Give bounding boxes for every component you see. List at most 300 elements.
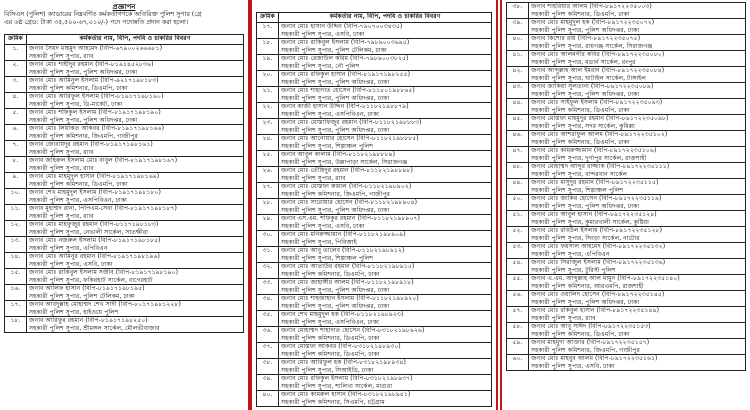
officer-posting: সহকারী পুলিশ সুপার, পুলিশ অধিদপ্তর, ঢাকা: [531, 26, 640, 34]
table-row: [5, 189, 244, 205]
officer-posting: সহকারী পুলিশ সুপার, শিল্পাঞ্চল পুলিশ: [531, 186, 624, 194]
officer-name-bp: জনাব মোঃ মোস্তাফিজুর রহমান (বিপি-৮১১৮২১৯৮৮৮৩): [281, 119, 422, 126]
officer-cell: [279, 327, 492, 343]
serial-cell: ৪৩.: [507, 83, 529, 99]
officer-cell: [529, 147, 746, 163]
officer-cell: [27, 253, 244, 269]
officer-cell: [27, 269, 244, 285]
officer-name-bp: জনাব মোঃ আনোয়ার হোসেন (বিপি-৮১১৮২১৯৮৮৮৫): [281, 135, 419, 142]
serial-cell: ১৯.: [257, 55, 279, 71]
officer-posting: সহকারী পুলিশ সুপার, ফকিরহাট সার্কেল, বাগেরহাট: [29, 276, 153, 284]
officer-cell: [529, 323, 746, 339]
officer-posting: সহকারী পুলিশ সুপার, পুলিশ অধিদপ্তর, ঢাকা: [281, 206, 390, 214]
officer-cell: [529, 3, 746, 19]
serial-cell: ৪৯.: [507, 179, 529, 195]
table-row: [507, 339, 746, 355]
officer-posting: সহকারী পুলিশ কমিশনার, জিএমপি, গাজীপুর: [281, 190, 390, 198]
col-serial-header: ক্রমিক: [257, 13, 279, 23]
officer-posting: সহকারী পুলিশ সুপার, পিবিআই: [281, 238, 357, 246]
officer-name-bp: জনাব জোবায়দুর রহমান (বিপি-৮১৯১৭১৯৮১৬১): [29, 141, 153, 148]
officer-cell: [279, 375, 492, 391]
officer-cell: [529, 51, 746, 67]
officer-posting: সহকারী পুলিশ সুপার, পুলিশ অধিদপ্তর, ঢাকা: [281, 126, 390, 134]
officer-cell: [279, 167, 492, 183]
table-row: [507, 227, 746, 243]
serial-cell: ৩৮.: [507, 3, 529, 19]
officer-posting: সহকারী পুলিশ সুপার, শালিখা সার্কেল, মাগুরা: [281, 382, 393, 390]
officer-name-bp: জনাব মোঃ রফিকুল ইসলাম (বিপি-৮৩১৮২১৯৮৯৩৭): [281, 375, 413, 382]
officer-name-bp: জনাব মোঃ মাহবুব আলম (বিপি-৮৯১৭২২৩৫১৬১): [531, 355, 658, 362]
officer-name-bp: জনাব মোঃ শাহাদাত হোসেন (বিপি-৮১১৮০১৯৮৮৬৫): [281, 87, 415, 94]
officer-name-bp: জনাব মোঃ মাসুদুর রহমান (বিপি-৮৯১৭২২৩৫১১৫): [531, 179, 659, 186]
officer-cell: [279, 295, 492, 311]
officer-name-bp: জনাব শেখ মাহমুদুল হক (বিপি-৮১১৮২১৯৮৯২৩): [281, 311, 404, 318]
officer-posting: সহকারী পুলিশ সুপার, ঘাটাইল সার্কেল, টাঙ্গাইল: [531, 74, 646, 82]
table-body: [507, 3, 746, 371]
serial-cell: ৫০.: [507, 195, 529, 211]
serial-cell: ১১.: [5, 205, 27, 221]
table-row: [257, 343, 492, 359]
officer-name-bp: জনাব মোঃ মোস্তফা কামাল (বিপি-৮১১৮২১৯৮৯০২): [281, 183, 412, 190]
officer-cell: [279, 39, 492, 55]
table-row: [257, 183, 492, 199]
officer-cell: [279, 135, 492, 151]
officer-posting: সহকারী পুলিশ সুপার, পুলিশ অধিদপ্তর, ঢাকা: [531, 202, 640, 210]
officer-name-bp: জনাব মোহাম্মদ আব্দুর রাজ্জাক (বিপি-৮৯১৭২২৩৫১১১): [531, 163, 670, 170]
officer-table-3: [506, 2, 746, 371]
serial-cell: ২৪.: [257, 135, 279, 151]
officer-cell: [27, 141, 244, 157]
serial-cell: ১৮.: [257, 39, 279, 55]
officer-name-bp: জনাব এস.এম. শফিকুর রহমান (বিপি-৮১১৮২১৯৮৯০৭): [281, 215, 420, 222]
table-row: [5, 125, 244, 141]
officer-name-bp: জনাব মোঃ মাহফুজুর রহমান (বিপি-৮১১৭১৯৮১৮৩): [29, 221, 159, 228]
serial-cell: ২০.: [257, 71, 279, 87]
officer-posting: সহকারী পুলিশ সুপার, পুলিশ অধিদপ্তর, ঢাকা: [281, 94, 390, 102]
officer-name-bp: জনাব মোস্তফা আকবর (বিপি-৮৩১৮২১৯৮৯৩০): [281, 343, 401, 350]
officer-name-bp: জনাব মোঃ সারোয়ার হোসেন (বিপি-৮১১৮২১৯৮৯০৪): [281, 199, 418, 206]
serial-cell: ৩১.: [257, 247, 279, 263]
table-row: [257, 391, 492, 407]
table-row: [5, 141, 244, 157]
serial-cell: ৪৫.: [507, 115, 529, 131]
table-row: [507, 307, 746, 323]
officer-cell: [279, 103, 492, 119]
table-row: [5, 109, 244, 125]
officer-table-1: [4, 34, 244, 333]
officer-name-bp: জনাব শাহরিয়ার আলম (বিপি-৮৯১৭২২৩৫০০৩): [531, 3, 652, 10]
officer-name-bp: জনাব মোঃ আরিফুল ইসলাম (বিপি-৮১৯১৭১৯৮১৬০): [29, 93, 164, 100]
table-header-row: [257, 13, 492, 23]
serial-cell: ৩৪.: [257, 295, 279, 311]
page-2: [250, 0, 498, 410]
officer-cell: [279, 183, 492, 199]
officer-posting: সহকারী পুলিশ সুপার, রায়গঞ্জ সার্কেল, সিরাজগঞ্জ: [531, 42, 653, 50]
officer-posting: সহকারী পুলিশ কমিশনার, ডিএমপি, ঢাকা: [531, 330, 630, 338]
officer-cell: [279, 119, 492, 135]
table-row: [507, 259, 746, 275]
table-row: [5, 221, 244, 237]
serial-cell: ১৭.: [257, 23, 279, 39]
officer-posting: সহকারী পুলিশ কমিশনার, ডিএমপি, ঢাকা: [281, 350, 380, 358]
officer-posting: সহকারী পুলিশ কমিশনার, ডিএমপি, ঢাকা: [29, 84, 128, 92]
table-row: [507, 211, 746, 227]
officer-posting: সহকারী পুলিশ সুপার, এসপিবিএন, ঢাকা: [281, 110, 379, 118]
officer-cell: [27, 189, 244, 205]
table-row: [257, 327, 492, 343]
table-row: [507, 67, 746, 83]
table-row: [507, 163, 746, 179]
serial-cell: ৪.: [5, 93, 27, 109]
officer-posting: সহকারী পুলিশ সুপার, টুরিস্ট পুলিশ: [531, 266, 616, 274]
col-name-header: কর্মকর্তার নাম, বিপি, পদবি ও চাকরির বিবরণ: [27, 35, 244, 45]
officer-cell: [529, 227, 746, 243]
officer-cell: [279, 279, 492, 295]
serial-cell: ১৫.: [5, 269, 27, 285]
table-row: [5, 237, 244, 253]
officer-cell: [27, 61, 244, 77]
table-row: [507, 147, 746, 163]
officer-posting: সহকারী পুলিশ সুপার, র‍্যাব: [29, 164, 94, 172]
officer-posting: সহকারী পুলিশ কমিশনার, ডিএমপি, ঢাকা: [281, 334, 380, 342]
table-row: [257, 279, 492, 295]
serial-cell: ১৪.: [5, 253, 27, 269]
table-row: [507, 179, 746, 195]
officer-cell: [529, 275, 746, 291]
officer-posting: সহকারী পুলিশ সুপার, শিল্পাঞ্চল পুলিশ: [281, 142, 374, 150]
serial-cell: ৫.: [5, 109, 27, 125]
officer-posting: সহকারী পুলিশ সুপার, কুমারখালী সার্কেল, কুষ্টিয়া: [531, 218, 649, 226]
officer-name-bp: জনাব মোঃ রফিকুল হাসান (বিপি-৮১৯১৭১৯৮২৫৫): [281, 71, 411, 78]
officer-name-bp: জনাব মোঃ সিরাজুল ইসলাম (বিপি-৮৯১৭২২৩৫১৩৬): [531, 259, 666, 266]
table-row: [5, 301, 244, 317]
serial-cell: ১.: [5, 45, 27, 61]
officer-cell: [27, 317, 244, 333]
officer-posting: সহকারী পুলিশ কমিশনার, জিএমপি, গাজীপুর: [531, 346, 640, 354]
officer-posting: সহকারী পুলিশ সুপার, পুলিশ অধিদপ্তর, ঢাকা: [281, 302, 390, 310]
officer-name-bp: জনাব মুহাম্মদ রানা, পিপিএম-সেবা (বিপি-৮১৯১৭১৯৮১৮৭): [29, 205, 177, 212]
officer-cell: [279, 359, 492, 375]
table-row: [5, 269, 244, 285]
officer-name-bp: জনাব মাহমুদা আক্তার (বিপি-৮৯১৭২২৩৫১৫৭): [531, 339, 650, 346]
officer-posting: সহকারী পুলিশ সুপার, দুর্গাপুর সার্কেল, রাজশাহী: [531, 154, 647, 162]
table-row: [507, 355, 746, 371]
serial-cell: ৪৪.: [507, 99, 529, 115]
table-row: [507, 35, 746, 51]
officer-posting: সহকারী পুলিশ সুপার, এসবি, ঢাকা: [281, 30, 365, 38]
officer-name-bp: জনাব আবদুল্লাহ মোহাম্মদ শেখ সাদী (বিপি-৮০১৭১৯৮১২২৮): [29, 301, 181, 308]
table-row: [5, 45, 244, 61]
officer-cell: [279, 71, 492, 87]
officer-name-bp: জনাব মোঃ মনিরুজ্জামান (বিপি-৮১১৮২১৯৮৯০৯): [281, 231, 406, 238]
serial-cell: ৫৭.: [507, 307, 529, 323]
serial-cell: ৫৬.: [507, 291, 529, 307]
table-row: [5, 157, 244, 173]
officer-name-bp: জনাব মোঃ সাইফুল ইসলাম (বিপি-৮৯১৭২২৩৫০৯৩): [531, 99, 663, 106]
serial-cell: ৪৮.: [507, 163, 529, 179]
officer-cell: [279, 87, 492, 103]
serial-cell: ২৯.: [257, 215, 279, 231]
officer-cell: [529, 355, 746, 371]
officer-name-bp: জনাব মোস্তফা মাহমুদুর রহমান (বিপি-৮৯১৭২২৩৫০৯৮): [531, 115, 669, 122]
officer-cell: [529, 67, 746, 83]
officer-cell: [27, 109, 244, 125]
officer-posting: সহকারী পুলিশ সুপার, পুলিশ অধিদপ্তর, ঢাকা: [281, 78, 390, 86]
officer-name-bp: জনাব মোঃ জাহাঙ্গীর আলম (বিপি-৮১১৮২১৯৮৯১৮): [281, 279, 414, 286]
officer-name-bp: জনাব কাজী হাসান উদ্দিন (বিপি-৮১১৮২১৯৮৮৭৯): [281, 103, 409, 110]
officer-name-bp: জনাব মোঃ আশরাফুল আলম (বিপি-৮৯১৭২২৩৫১০২): [531, 131, 668, 138]
table-row: [5, 173, 244, 189]
officer-cell: [279, 343, 492, 359]
officer-cell: [529, 115, 746, 131]
officer-posting: সহকারী পুলিশ সুপার, পুলিশ টেলিকম, ঢাকা: [29, 292, 135, 300]
officer-name-bp: জনাব শেখ মাহমুদুল ইসলাম (বিপি-৮১৯১৭১৯৮১৮০): [29, 189, 161, 196]
officer-cell: [279, 23, 492, 39]
serial-cell: ২৭.: [257, 183, 279, 199]
officer-posting: সহকারী পুলিশ সুপার, এসবি, ঢাকা: [281, 222, 365, 230]
officer-cell: [529, 163, 746, 179]
table-row: [5, 77, 244, 93]
table-row: [507, 19, 746, 35]
serial-cell: ৫২.: [507, 227, 529, 243]
serial-cell: ৩৮.: [257, 359, 279, 375]
officer-cell: [529, 35, 746, 51]
table-row: [257, 359, 492, 375]
officer-posting: সহকারী পুলিশ কমিশনার, সিএমপি, চট্টগ্রাম: [281, 398, 385, 406]
table-row: [507, 99, 746, 115]
table-row: [507, 131, 746, 147]
table-body: [5, 45, 244, 333]
officer-posting: সহকারী পুলিশ সুপার, র‍্যাব: [29, 148, 94, 156]
serial-cell: ৪০.: [257, 391, 279, 407]
serial-cell: ৪৭.: [507, 147, 529, 163]
col-name-header: কর্মকর্তার নাম, বিপি, পদবি ও চাকরির বিবরণ: [279, 13, 492, 23]
officer-name-bp: জনাব মোঃ আবু সাঈদ (বিপি-৮৯১৭২২৩৫১৫৩): [531, 323, 651, 330]
officer-cell: [279, 151, 492, 167]
serial-cell: ৫৫.: [507, 275, 529, 291]
officer-cell: [529, 179, 746, 195]
table-row: [5, 285, 244, 301]
intro-block: [0, 0, 248, 28]
officer-cell: [279, 247, 492, 263]
table-row: [257, 311, 492, 327]
notice-heading: প্রজ্ঞাপন: [112, 3, 136, 11]
serial-cell: ৬.: [5, 125, 27, 141]
officer-cell: [27, 45, 244, 61]
officer-name-bp: জনাব জহিরুল ইসলাম মোঃ বাবুল (বিপি-৮১৯১৭১৯৮১৬৭): [29, 157, 178, 164]
officer-posting: সহকারী পুলিশ কমিশনার, ডিএমপি, ঢাকা: [531, 106, 630, 114]
officer-cell: [529, 131, 746, 147]
officer-posting: সহকারী পুলিশ সুপার, শ্রীমঙ্গল সার্কেল, মৌলভীবাজার: [29, 324, 160, 332]
officer-cell: [27, 205, 244, 221]
intro-line-2: এর ৬ষ্ঠ গ্রেড: টাকা ৩৫,৫০০-৬৭,০১০/-) পদে পদোন্নতি প্রদান করা হলো।: [4, 19, 189, 27]
serial-cell: ১৮.: [5, 317, 27, 333]
table-row: [257, 103, 492, 119]
officer-cell: [27, 173, 244, 189]
serial-cell: ১৬.: [5, 285, 27, 301]
serial-cell: ৩২.: [257, 263, 279, 279]
officer-cell: [279, 215, 492, 231]
table-row: [507, 275, 746, 291]
officer-name-bp: জনাব মোঃ আমিনুর রহমান (বিপি-৮১৯১৭১৯৮১৯৬): [29, 253, 160, 260]
table-row: [507, 291, 746, 307]
table-row: [257, 23, 492, 39]
serial-cell: ৬০.: [507, 355, 529, 371]
officer-posting: সহকারী পুলিশ কমিশনার, আরএমপি, রাজশাহী: [531, 282, 644, 290]
officer-posting: সহকারী পুলিশ কমিশনার, ডিএমপি, ঢাকা: [531, 138, 630, 146]
col-serial-header: ক্রমিক: [5, 35, 27, 45]
officer-name-bp: জনাব মোঃ তৌহিদুর রহমান (বিপি-৮১১৮২১৯৮৮৯৮): [281, 167, 413, 174]
officer-cell: [27, 157, 244, 173]
table-row: [257, 231, 492, 247]
officer-cell: [27, 77, 244, 93]
serial-cell: ১৭.: [5, 301, 27, 317]
officer-posting: সহকারী পুলিশ সুপার, ডি-মার্কেট, ঢাকা: [29, 100, 123, 108]
table-row: [507, 195, 746, 211]
officer-posting: সহকারী পুলিশ সুপার, পুলিশ অধিদপ্তর, ঢাকা: [29, 68, 138, 76]
serial-cell: ৩৩.: [257, 279, 279, 295]
officer-cell: [529, 211, 746, 227]
table-row: [5, 317, 244, 333]
officer-cell: [529, 99, 746, 115]
officer-posting: সহকারী পুলিশ সুপার, পুলিশ অধিদপ্তর, ঢাকা: [281, 286, 390, 294]
officer-posting: সহকারী পুলিশ সুপার, র‍্যাব: [29, 212, 94, 220]
officer-name-bp: জনাব মোঃ আমিনুল ইসলাম (বিপি-৯২১৭১৯৮১৮৩): [29, 77, 159, 84]
officer-name-bp: জনাব মোঃ ওয়ালিদ হোসেন (বিপি-৮৯১৭২২৩৫১৪৫): [531, 291, 665, 298]
officer-cell: [279, 55, 492, 71]
table-row: [507, 3, 746, 19]
officer-cell: [27, 221, 244, 237]
serial-cell: ৪৬.: [507, 131, 529, 147]
table-row: [507, 323, 746, 339]
serial-cell: ৪২.: [507, 67, 529, 83]
table-row: [5, 253, 244, 269]
table-row: [5, 61, 244, 77]
serial-cell: ১২.: [5, 221, 27, 237]
officer-name-bp: জনাব সৈয়দ মাহমুদ আহমেদ (বিপি-৬৭৯০০২৬৬৬৮১): [29, 45, 163, 52]
serial-cell: ৩০.: [257, 231, 279, 247]
officer-cell: [279, 199, 492, 215]
officer-cell: [279, 311, 492, 327]
officer-posting: সহকারী পুলিশ সুপার, র‍্যাব: [29, 52, 94, 60]
serial-cell: ৫১.: [507, 211, 529, 227]
officer-name-bp: জনাব মোঃ রাকিবুল ইসলাম (বিপি-৭৯৮৯০০৩৬৯৫): [281, 39, 410, 46]
officer-table-2: [256, 12, 492, 407]
serial-cell: ২৮.: [257, 199, 279, 215]
officer-posting: সহকারী পুলিশ সুপার, এপিবিএন: [29, 244, 108, 252]
officer-name-bp: জনাব মোঃ রাকিবুল ইসলাম সজীব (বিপি-৮১৯১৭১৯৮১৯০): [29, 269, 179, 276]
table-row: [257, 215, 492, 231]
officer-name-bp: জনাব মোঃ আবু তালেব (বিপি-৮১১৮২১৯৮৯১২): [281, 247, 405, 254]
table-row: [5, 205, 244, 221]
officer-cell: [529, 339, 746, 355]
officer-name-bp: জনাব মোঃ আবুল হাসান (বিপি-৮৯১৭২২৩৫১২৪): [531, 211, 657, 218]
officer-cell: [279, 391, 492, 407]
officer-name-bp: জনাব মোহাম্মদ শাহাদাত হোসেন (বিপি-৮৩১৮২১৯৮৯২৬): [281, 327, 425, 334]
officer-cell: [27, 237, 244, 253]
table-row: [257, 39, 492, 55]
serial-cell: ৫৮.: [507, 323, 529, 339]
officer-posting: সহকারী পুলিশ সুপার, সিআইডি, ঢাকা: [281, 366, 374, 374]
officer-posting: সহকারী পুলিশ সুপার, সিংড়া সার্কেল, নাটোর: [531, 234, 640, 242]
table-row: [507, 83, 746, 99]
table-row: [257, 375, 492, 391]
officer-posting: সহকারী পুলিশ কমিশনার, ডিএমপি, ঢাকা: [29, 180, 128, 188]
officer-posting: সহকারী পুলিশ সুপার, এসপিবিএন, ঢাকা: [281, 318, 379, 326]
serial-cell: ১৩.: [5, 237, 27, 253]
officer-name-bp: জনাব মোঃ আরিফুল হক (বিপি-৮৩১৮২১৯৮৯৩৪): [281, 359, 406, 366]
serial-cell: ৩৬.: [257, 327, 279, 343]
officer-name-bp: জনাব মোঃ শাহজাহান ইসলাম (বিপি-৮১১৮২১৯৮৯২০): [281, 295, 419, 302]
serial-cell: ৫৩.: [507, 243, 529, 259]
officer-posting: সহকারী পুলিশ সুপার, এসবি, ঢাকা: [29, 260, 113, 268]
officer-posting: সহকারী পুলিশ সুপার, হাইওয়ে পুলিশ: [29, 308, 119, 316]
table-row: [257, 263, 492, 279]
officer-posting: সহকারী পুলিশ সুপার, র‍্যাব: [531, 314, 596, 322]
officer-cell: [27, 125, 244, 141]
serial-cell: ২১.: [257, 87, 279, 103]
officer-name-bp: জনাব মোঃ লিয়াকত আকবর (বিপি-৮১৯১৭১৯৮১৬৬): [29, 125, 164, 132]
officer-posting: সহকারী পুলিশ সুপার, এসবি, ঢাকা: [531, 362, 615, 370]
officer-name-bp: জনাব মোঃ মাহমুদুল হাসান (বিপি-৮১৯১৭১৯৮১৬৯): [29, 173, 160, 180]
officer-name-bp: জনাব জাকিয়া সুলতানা (বিপি-৮৯১৭২২৩৫০৮৯): [531, 83, 654, 90]
officer-cell: [279, 263, 492, 279]
officer-cell: [529, 195, 746, 211]
serial-cell: ২২.: [257, 103, 279, 119]
officer-name-bp: জনাব কিশোর রায় (বিপি-৮৯১৭২২৩৫০৭৫): [531, 35, 641, 42]
serial-cell: ৪০.: [507, 35, 529, 51]
officer-posting: সহকারী পুলিশ সুপার, মডার্ন সার্কেল, রংপুর: [531, 58, 636, 66]
officer-posting: সহকারী পুলিশ সুপার, উল্লাপাড়া সার্কেল, সিরাজগঞ্জ: [281, 158, 408, 166]
officer-posting: সহকারী পুলিশ কমিশনার, জিএমপি, গাজীপুর: [29, 132, 138, 140]
officer-name-bp: জনাব আলিফ হাসান (বিপি-৮১৯১৭১৯৮১৯৫): [29, 285, 145, 292]
officer-name-bp: জনাব মোঃ কামরুজ্জামান (বিপি-৮৯১৭২২৩৫১০৬): [531, 147, 657, 154]
officer-name-bp: জনাব মোঃ আলমগীর কবির (বিপি-৮৯১৭২২৩৫০৮০): [531, 51, 665, 58]
officer-cell: [529, 83, 746, 99]
officer-posting: সহকারী পুলিশ সুপার, এসপিবিএন, ঢাকা: [29, 196, 127, 204]
officer-cell: [27, 93, 244, 109]
serial-cell: ৩.: [5, 77, 27, 93]
table-row: [5, 93, 244, 109]
serial-cell: ২৩.: [257, 119, 279, 135]
table-row: [257, 199, 492, 215]
officer-cell: [529, 291, 746, 307]
officer-posting: সহকারী পুলিশ সুপার, নেভালী সার্কেল, সাতক্ষীরা: [29, 228, 148, 236]
table-row: [257, 71, 492, 87]
officer-posting: সহকারী পুলিশ সুপার, পুলিশ অধিদপ্তর, ঢাকা: [531, 90, 640, 98]
officer-name-bp: জনাব মোঃ মাহমুদুল হক (বিপি-৮৯১৭২২৩৫০৭২): [531, 19, 655, 26]
officer-name-bp: জনাব এ.এম. আব্দুল্লাহ আল মামুন (বিপি-৮৯১৭২২৩৫১৪০): [531, 275, 680, 282]
officer-posting: সহকারী পুলিশ কমিশনার, ডিএমপি, ঢাকা: [281, 270, 380, 278]
officer-cell: [279, 231, 492, 247]
table-row: [257, 55, 492, 71]
serial-cell: ৯.: [5, 173, 27, 189]
officer-name-bp: জনাব মোঃ রকিবুল হাসান (বিপি-৮৯১৭২২৩৫১৪৯): [531, 307, 659, 314]
serial-cell: ৮.: [5, 157, 27, 173]
serial-cell: ৫৯.: [507, 339, 529, 355]
officer-posting: সহকারী পুলিশ সুপার, নৌ পুলিশ: [281, 62, 360, 70]
officer-cell: [27, 285, 244, 301]
table-row: [507, 243, 746, 259]
officer-cell: [529, 259, 746, 275]
serial-cell: ৩৭.: [257, 343, 279, 359]
officer-posting: সহকারী পুলিশ সুপার, বান্দরবান সার্কেল: [531, 170, 628, 178]
table-body: [257, 23, 492, 407]
officer-cell: [529, 19, 746, 35]
serial-cell: ৩৫.: [257, 311, 279, 327]
table-row: [507, 51, 746, 67]
officer-name-bp: জনাব আবুল কালাম (বিপি-৮১১৮২১৯৮৮৮৯): [281, 151, 396, 158]
